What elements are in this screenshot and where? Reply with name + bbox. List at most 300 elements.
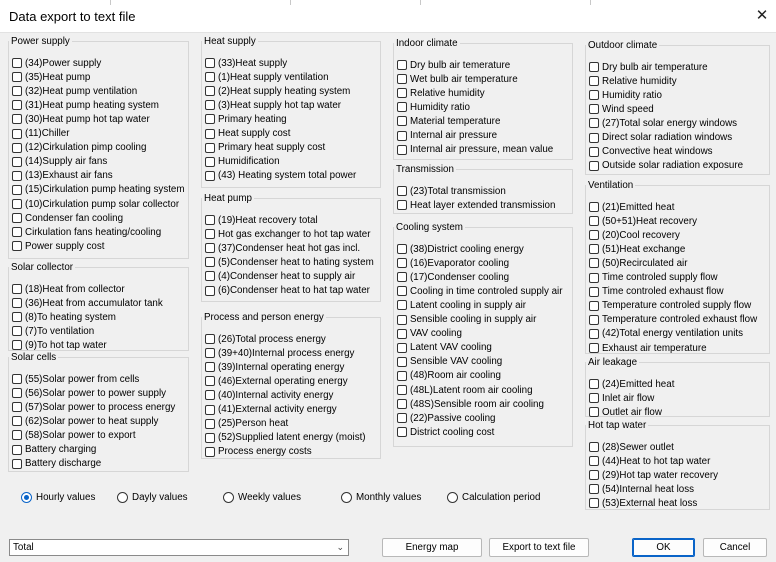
- checkbox-icon: [12, 72, 22, 82]
- checkbox-label: Humidification: [218, 156, 280, 168]
- checkbox-label: (54)Internal heat loss: [602, 483, 695, 495]
- checkbox-label: (48S)Sensible room air cooling: [410, 398, 544, 410]
- checkbox-icon: [589, 407, 599, 417]
- checkbox-label: (34)Power supply: [25, 57, 102, 69]
- checkbox-heat-supply-4[interactable]: [205, 112, 287, 126]
- checkbox-power-supply-10[interactable]: [12, 197, 179, 211]
- checkbox-power-supply-11[interactable]: [12, 211, 123, 225]
- group-title: Power supply: [11, 36, 70, 47]
- ok-button[interactable]: OK: [632, 538, 695, 557]
- checkbox-heat-supply-8[interactable]: [205, 169, 356, 183]
- checkbox-heat-pump-5[interactable]: [205, 284, 370, 298]
- radio-label: Weekly values: [238, 491, 301, 503]
- checkbox-label: Time controled supply flow: [602, 272, 718, 283]
- checkbox-icon: [397, 286, 407, 296]
- checkbox-icon: [12, 185, 22, 195]
- checkbox-label: Heat supply cost: [218, 128, 291, 139]
- export-to-text-file-button[interactable]: Export to text file: [489, 538, 589, 557]
- checkbox-icon: [397, 60, 407, 70]
- checkbox-icon: [589, 442, 599, 452]
- group-cooling-system: [393, 222, 573, 447]
- checkbox-icon: [12, 430, 22, 440]
- checkbox-icon: [397, 200, 407, 210]
- group-ventilation: [585, 180, 770, 354]
- radio-dayly-values[interactable]: [117, 490, 188, 504]
- checkbox-label: (30)Heat pump hot tap water: [25, 113, 150, 125]
- checkbox-label: Outside solar radiation exposure: [602, 160, 744, 172]
- checkbox-icon: [397, 145, 407, 155]
- checkbox-icon: [589, 244, 599, 254]
- radio-hourly-values[interactable]: [21, 490, 95, 504]
- group-solar-cells: [8, 352, 189, 472]
- radio-label: Hourly values: [36, 491, 96, 503]
- checkbox-cooling-0[interactable]: [397, 242, 524, 256]
- checkbox-solar-cells-3[interactable]: [12, 414, 158, 428]
- radio-weekly-values[interactable]: [223, 490, 301, 504]
- checkbox-solar-collector-2[interactable]: [12, 310, 116, 324]
- checkbox-icon: [205, 433, 215, 443]
- checkbox-label: (39)Internal operating energy: [218, 361, 345, 373]
- checkbox-hot-tap-3[interactable]: [589, 482, 694, 496]
- checkbox-cooling-4[interactable]: [397, 298, 526, 312]
- checkbox-outdoor-4[interactable]: [589, 116, 737, 130]
- group-title: Process and person energy: [204, 312, 324, 323]
- checkbox-icon: [589, 104, 599, 114]
- group-transmission: [393, 164, 573, 214]
- checkbox-ventilation-3[interactable]: [589, 242, 685, 256]
- checkbox-solar-cells-1[interactable]: [12, 386, 166, 400]
- group-title: Heat pump: [204, 193, 252, 204]
- checkbox-icon: [397, 399, 407, 409]
- checkbox-label: Relative humidity: [410, 87, 485, 99]
- checkbox-icon: [12, 388, 22, 398]
- checkbox-process-4[interactable]: [205, 388, 333, 402]
- checkbox-indoor-3[interactable]: [397, 100, 470, 114]
- checkbox-label: Condenser fan cooling: [25, 212, 124, 224]
- checkbox-icon: [205, 286, 215, 296]
- checkbox-label: (41)External activity energy: [218, 404, 337, 415]
- checkbox-cooling-8[interactable]: [397, 355, 502, 369]
- checkbox-icon: [205, 257, 215, 267]
- checkbox-power-supply-5[interactable]: [12, 127, 69, 141]
- checkbox-indoor-2[interactable]: [397, 86, 485, 100]
- checkbox-power-supply-8[interactable]: [12, 169, 113, 183]
- checkbox-label: (42)Total energy ventilation units: [602, 328, 744, 340]
- checkbox-heat-supply-5[interactable]: [205, 127, 290, 141]
- checkbox-label: (3)Heat supply hot tap water: [218, 99, 342, 111]
- close-icon[interactable]: ✕: [755, 7, 769, 24]
- checkbox-cooling-9[interactable]: [397, 369, 501, 383]
- checkbox-power-supply-13[interactable]: [12, 239, 105, 253]
- checkbox-icon: [589, 301, 599, 311]
- checkbox-icon: [205, 171, 215, 181]
- checkbox-label: (5)Condenser heat to hating system: [218, 256, 374, 268]
- checkbox-process-8[interactable]: [205, 445, 312, 459]
- checkbox-label: District cooling cost: [410, 426, 495, 438]
- checkbox-cooling-11[interactable]: [397, 397, 544, 411]
- checkbox-icon: [12, 374, 22, 384]
- checkbox-icon: [12, 227, 22, 237]
- checkbox-solar-cells-0[interactable]: [12, 372, 139, 386]
- checkbox-icon: [12, 199, 22, 209]
- checkbox-ventilation-4[interactable]: [589, 256, 687, 270]
- checkbox-process-7[interactable]: [205, 431, 366, 445]
- checkbox-icon: [205, 86, 215, 96]
- checkbox-heat-pump-4[interactable]: [205, 269, 355, 283]
- checkbox-label: (27)Total solar energy windows: [602, 117, 738, 129]
- checkbox-icon: [205, 419, 215, 429]
- checkbox-process-1[interactable]: [205, 346, 354, 360]
- checkbox-label: (11)Chiller: [25, 128, 70, 139]
- checkbox-heat-supply-0[interactable]: [205, 56, 287, 70]
- checkbox-cooling-12[interactable]: [397, 411, 496, 425]
- group-title: Heat supply: [204, 36, 256, 47]
- checkbox-label: (26)Total process energy: [218, 333, 326, 345]
- checkbox-heat-pump-1[interactable]: [205, 227, 371, 241]
- checkbox-heat-supply-7[interactable]: [205, 155, 280, 169]
- checkbox-label: (18)Heat from collector: [25, 283, 125, 295]
- checkbox-icon: [589, 133, 599, 143]
- checkbox-solar-collector-3[interactable]: [12, 324, 94, 338]
- checkbox-label: (46)External operating energy: [218, 375, 348, 387]
- checkbox-icon: [397, 116, 407, 126]
- checkbox-indoor-6[interactable]: [397, 143, 553, 157]
- background-strip: [0, 0, 776, 5]
- checkbox-label: (19)Heat recovery total: [218, 214, 318, 226]
- checkbox-hot-tap-2[interactable]: [589, 468, 718, 482]
- checkbox-icon: [205, 157, 215, 167]
- group-title: Hot tap water: [588, 420, 647, 431]
- checkbox-label: (7)To ventilation: [25, 325, 95, 337]
- checkbox-icon: [205, 243, 215, 253]
- checkbox-label: (15)Cirkulation pump heating system: [25, 184, 185, 196]
- radio-button-icon: [21, 492, 32, 503]
- group-air-leakage: [585, 357, 770, 417]
- checkbox-icon: [589, 498, 599, 508]
- checkbox-icon: [12, 459, 22, 469]
- checkbox-process-2[interactable]: [205, 360, 344, 374]
- checkbox-ventilation-6[interactable]: [589, 285, 724, 299]
- checkbox-label: (9)To hot tap water: [25, 339, 107, 351]
- checkbox-icon: [205, 271, 215, 281]
- checkbox-icon: [205, 215, 215, 225]
- checkbox-power-supply-6[interactable]: [12, 141, 146, 155]
- checkbox-icon: [205, 376, 215, 386]
- checkbox-label: (55)Solar power from cells: [25, 373, 140, 385]
- checkbox-label: Power supply cost: [25, 240, 105, 252]
- checkbox-cooling-10[interactable]: [397, 383, 533, 397]
- radio-button-icon: [447, 492, 458, 503]
- checkbox-icon: [12, 114, 22, 124]
- checkbox-icon: [205, 72, 215, 82]
- checkbox-indoor-1[interactable]: [397, 72, 518, 86]
- checkbox-label: Primary heating: [218, 113, 287, 125]
- checkbox-label: (40)Internal activity energy: [218, 389, 334, 401]
- checkbox-ventilation-8[interactable]: [589, 313, 757, 327]
- checkbox-air-leakage-0[interactable]: [589, 377, 674, 391]
- checkbox-icon: [397, 272, 407, 282]
- checkbox-label: (52)Supplied latent energy (moist): [218, 432, 366, 444]
- radio-button-icon: [223, 492, 234, 503]
- checkbox-label: Temperature controled exhaust flow: [602, 314, 758, 326]
- checkbox-solar-collector-0[interactable]: [12, 282, 125, 296]
- checkbox-icon: [397, 244, 407, 254]
- checkbox-label: VAV cooling: [410, 328, 462, 340]
- checkbox-icon: [205, 143, 215, 153]
- checkbox-label: (4)Condenser heat to supply air: [218, 270, 356, 282]
- checkbox-icon: [205, 129, 215, 139]
- checkbox-label: Process energy costs: [218, 446, 312, 458]
- checkbox-label: (51)Heat exchange: [602, 243, 686, 255]
- checkbox-label: Dry bulb air temperature: [602, 61, 708, 73]
- checkbox-icon: [589, 273, 599, 283]
- checkbox-power-supply-0[interactable]: [12, 56, 101, 70]
- checkbox-power-supply-12[interactable]: [12, 225, 161, 239]
- checkbox-heat-pump-2[interactable]: [205, 241, 360, 255]
- group-indoor-climate: [393, 38, 573, 160]
- checkbox-icon: [12, 213, 22, 223]
- checkbox-indoor-5[interactable]: [397, 129, 497, 143]
- checkbox-label: (31)Heat pump heating system: [25, 99, 159, 111]
- checkbox-label: (16)Evaporator cooling: [410, 257, 510, 269]
- checkbox-outdoor-6[interactable]: [589, 145, 713, 159]
- checkbox-icon: [12, 402, 22, 412]
- checkbox-icon: [589, 147, 599, 157]
- checkbox-icon: [12, 445, 22, 455]
- checkbox-icon: [12, 326, 22, 336]
- cancel-button[interactable]: Cancel: [703, 538, 767, 557]
- checkbox-label: (36)Heat from accumulator tank: [25, 297, 163, 309]
- checkbox-icon: [589, 76, 599, 86]
- checkbox-ventilation-9[interactable]: [589, 327, 743, 341]
- checkbox-cooling-2[interactable]: [397, 270, 509, 284]
- checkbox-air-leakage-2[interactable]: [589, 405, 662, 419]
- checkbox-label: Direct solar radiation windows: [602, 132, 733, 143]
- checkbox-icon: [205, 114, 215, 124]
- checkbox-label: Humidity ratio: [410, 101, 470, 113]
- checkbox-solar-collector-1[interactable]: [12, 296, 163, 310]
- checkbox-power-supply-4[interactable]: [12, 112, 150, 126]
- checkbox-icon: [397, 258, 407, 268]
- checkbox-heat-pump-0[interactable]: [205, 213, 318, 227]
- checkbox-label: Relative humidity: [602, 75, 677, 87]
- dropdown-value: Total: [13, 542, 34, 553]
- title-bar: [0, 0, 776, 32]
- checkbox-icon: [589, 161, 599, 171]
- checkbox-heat-supply-3[interactable]: [205, 98, 341, 112]
- checkbox-label: (8)To heating system: [25, 311, 116, 323]
- checkbox-icon: [12, 312, 22, 322]
- checkbox-label: Material temperature: [410, 115, 501, 127]
- checkbox-label: Latent VAV cooling: [410, 342, 492, 354]
- checkbox-label: (10)Cirkulation pump solar collector: [25, 198, 180, 210]
- checkbox-label: Latent cooling in supply air: [410, 299, 527, 311]
- checkbox-label: (43) Heating system total power: [218, 170, 357, 182]
- checkbox-outdoor-2[interactable]: [589, 88, 662, 102]
- checkbox-hot-tap-4[interactable]: [589, 496, 697, 510]
- checkbox-label: (17)Condenser cooling: [410, 271, 510, 283]
- group-title: Ventilation: [588, 180, 634, 191]
- checkbox-solar-cells-5[interactable]: [12, 443, 96, 457]
- checkbox-icon: [205, 362, 215, 372]
- checkbox-label: Battery discharge: [25, 458, 102, 470]
- checkbox-ventilation-0[interactable]: [589, 200, 674, 214]
- checkbox-solar-cells-2[interactable]: [12, 400, 175, 414]
- checkbox-icon: [12, 284, 22, 294]
- radio-monthly-values[interactable]: [341, 490, 421, 504]
- group-title: Indoor climate: [396, 38, 458, 49]
- group-process-energy: [201, 312, 381, 459]
- checkbox-label: Cooling in time controled supply air: [410, 285, 563, 297]
- checkbox-label: (14)Supply air fans: [25, 156, 108, 168]
- checkbox-hot-tap-1[interactable]: [589, 454, 710, 468]
- checkbox-icon: [12, 58, 22, 68]
- checkbox-cooling-13[interactable]: [397, 425, 494, 439]
- checkbox-icon: [205, 405, 215, 415]
- checkbox-icon: [397, 427, 407, 437]
- checkbox-outdoor-7[interactable]: [589, 159, 743, 173]
- checkbox-icon: [12, 241, 22, 251]
- checkbox-solar-collector-4[interactable]: [12, 338, 107, 352]
- checkbox-solar-cells-4[interactable]: [12, 428, 136, 442]
- checkbox-icon: [12, 143, 22, 153]
- checkbox-ventilation-1[interactable]: [589, 214, 697, 228]
- checkbox-process-0[interactable]: [205, 332, 326, 346]
- checkbox-heat-supply-1[interactable]: [205, 70, 329, 84]
- checkbox-transmission-0[interactable]: [397, 184, 506, 198]
- checkbox-heat-supply-6[interactable]: [205, 141, 325, 155]
- checkbox-cooling-7[interactable]: [397, 341, 492, 355]
- checkbox-icon: [12, 86, 22, 96]
- checkbox-icon: [589, 90, 599, 100]
- group-title: Outdoor climate: [588, 40, 658, 51]
- radio-button-icon: [341, 492, 352, 503]
- checkbox-icon: [205, 334, 215, 344]
- checkbox-icon: [397, 88, 407, 98]
- checkbox-label: (50+51)Heat recovery: [602, 215, 698, 227]
- checkbox-icon: [589, 379, 599, 389]
- checkbox-label: (2)Heat supply heating system: [218, 85, 351, 97]
- checkbox-label: (24)Emitted heat: [602, 378, 675, 390]
- checkbox-cooling-3[interactable]: [397, 284, 562, 298]
- checkbox-cooling-5[interactable]: [397, 313, 536, 327]
- checkbox-label: (20)Cool recovery: [602, 229, 680, 241]
- checkbox-ventilation-2[interactable]: [589, 228, 680, 242]
- checkbox-power-supply-1[interactable]: [12, 70, 90, 84]
- checkbox-label: (53)External heat loss: [602, 497, 698, 509]
- checkbox-icon: [12, 100, 22, 110]
- group-title: Solar cells: [11, 352, 57, 363]
- checkbox-outdoor-1[interactable]: [589, 74, 677, 88]
- checkbox-label: Cirkulation fans heating/cooling: [25, 226, 162, 238]
- checkbox-label: Exhaust air temperature: [602, 342, 707, 354]
- checkbox-label: (12)Cirkulation pimp cooling: [25, 142, 147, 154]
- checkbox-solar-cells-6[interactable]: [12, 457, 101, 471]
- group-title: Solar collector: [11, 262, 74, 273]
- checkbox-icon: [589, 216, 599, 226]
- radio-label: Monthly values: [356, 491, 422, 503]
- checkbox-process-6[interactable]: [205, 417, 288, 431]
- checkbox-icon: [397, 357, 407, 367]
- checkbox-label: Primary heat supply cost: [218, 142, 326, 154]
- checkbox-process-3[interactable]: [205, 374, 348, 388]
- chevron-down-icon: ⌄: [336, 542, 344, 552]
- checkbox-icon: [397, 300, 407, 310]
- checkbox-outdoor-0[interactable]: [589, 60, 708, 74]
- checkbox-cooling-1[interactable]: [397, 256, 509, 270]
- checkbox-indoor-4[interactable]: [397, 114, 500, 128]
- checkbox-hot-tap-0[interactable]: [589, 440, 674, 454]
- checkbox-transmission-1[interactable]: [397, 198, 555, 212]
- checkbox-ventilation-5[interactable]: [589, 271, 718, 285]
- checkbox-power-supply-2[interactable]: [12, 84, 137, 98]
- checkbox-process-5[interactable]: [205, 403, 337, 417]
- checkbox-label: Wet bulb air temperature: [410, 73, 518, 85]
- radio-button-icon: [117, 492, 128, 503]
- checkbox-outdoor-3[interactable]: [589, 102, 654, 116]
- radio-calculation-period[interactable]: [447, 490, 540, 504]
- checkbox-label: Outlet air flow: [602, 406, 662, 418]
- checkbox-label: (56)Solar power to power supply: [25, 387, 167, 399]
- checkbox-power-supply-3[interactable]: [12, 98, 159, 112]
- checkbox-label: (57)Solar power to process energy: [25, 401, 176, 413]
- zone-dropdown[interactable]: [9, 539, 349, 556]
- checkbox-icon: [12, 171, 22, 181]
- checkbox-icon: [589, 315, 599, 325]
- checkbox-label: (62)Solar power to heat supply: [25, 415, 159, 427]
- checkbox-label: (48)Room air cooling: [410, 370, 501, 382]
- checkbox-label: (50)Recirculated air: [602, 257, 688, 269]
- checkbox-label: Sensible cooling in supply air: [410, 314, 537, 325]
- checkbox-label: (22)Passive cooling: [410, 412, 496, 424]
- checkbox-icon: [12, 340, 22, 350]
- checkbox-icon: [12, 298, 22, 308]
- checkbox-indoor-0[interactable]: [397, 58, 510, 72]
- group-hot-tap-water: [585, 420, 770, 510]
- checkbox-label: Internal air pressure: [410, 130, 498, 141]
- checkbox-ventilation-7[interactable]: [589, 299, 751, 313]
- checkbox-icon: [12, 129, 22, 139]
- checkbox-label: Dry bulb air temerature: [410, 59, 511, 71]
- checkbox-icon: [397, 315, 407, 325]
- checkbox-label: (1)Heat supply ventilation: [218, 71, 329, 83]
- checkbox-label: (23)Total transmission: [410, 185, 506, 197]
- checkbox-label: (48L)Latent room air cooling: [410, 384, 533, 396]
- radio-label: Dayly values: [132, 491, 188, 503]
- checkbox-label: Internal air pressure, mean value: [410, 144, 554, 156]
- checkbox-power-supply-9[interactable]: [12, 183, 185, 197]
- checkbox-icon: [397, 329, 407, 339]
- checkbox-heat-pump-3[interactable]: [205, 255, 374, 269]
- checkbox-icon: [589, 118, 599, 128]
- group-title: Cooling system: [396, 222, 463, 233]
- energy-map-button[interactable]: Energy map: [382, 538, 482, 557]
- checkbox-label: (39+40)Internal process energy: [218, 347, 355, 359]
- checkbox-ventilation-10[interactable]: [589, 341, 707, 355]
- checkbox-cooling-6[interactable]: [397, 327, 462, 341]
- checkbox-icon: [397, 385, 407, 395]
- checkbox-label: (37)Condenser heat hot gas incl.: [218, 242, 361, 254]
- checkbox-heat-supply-2[interactable]: [205, 84, 350, 98]
- checkbox-icon: [205, 390, 215, 400]
- checkbox-label: (28)Sewer outlet: [602, 441, 674, 453]
- checkbox-outdoor-5[interactable]: [589, 131, 732, 145]
- checkbox-air-leakage-1[interactable]: [589, 391, 654, 405]
- checkbox-label: (6)Condenser heat to hat tap water: [218, 285, 370, 296]
- checkbox-icon: [397, 74, 407, 84]
- checkbox-power-supply-7[interactable]: [12, 155, 107, 169]
- group-heat-pump: [201, 193, 381, 302]
